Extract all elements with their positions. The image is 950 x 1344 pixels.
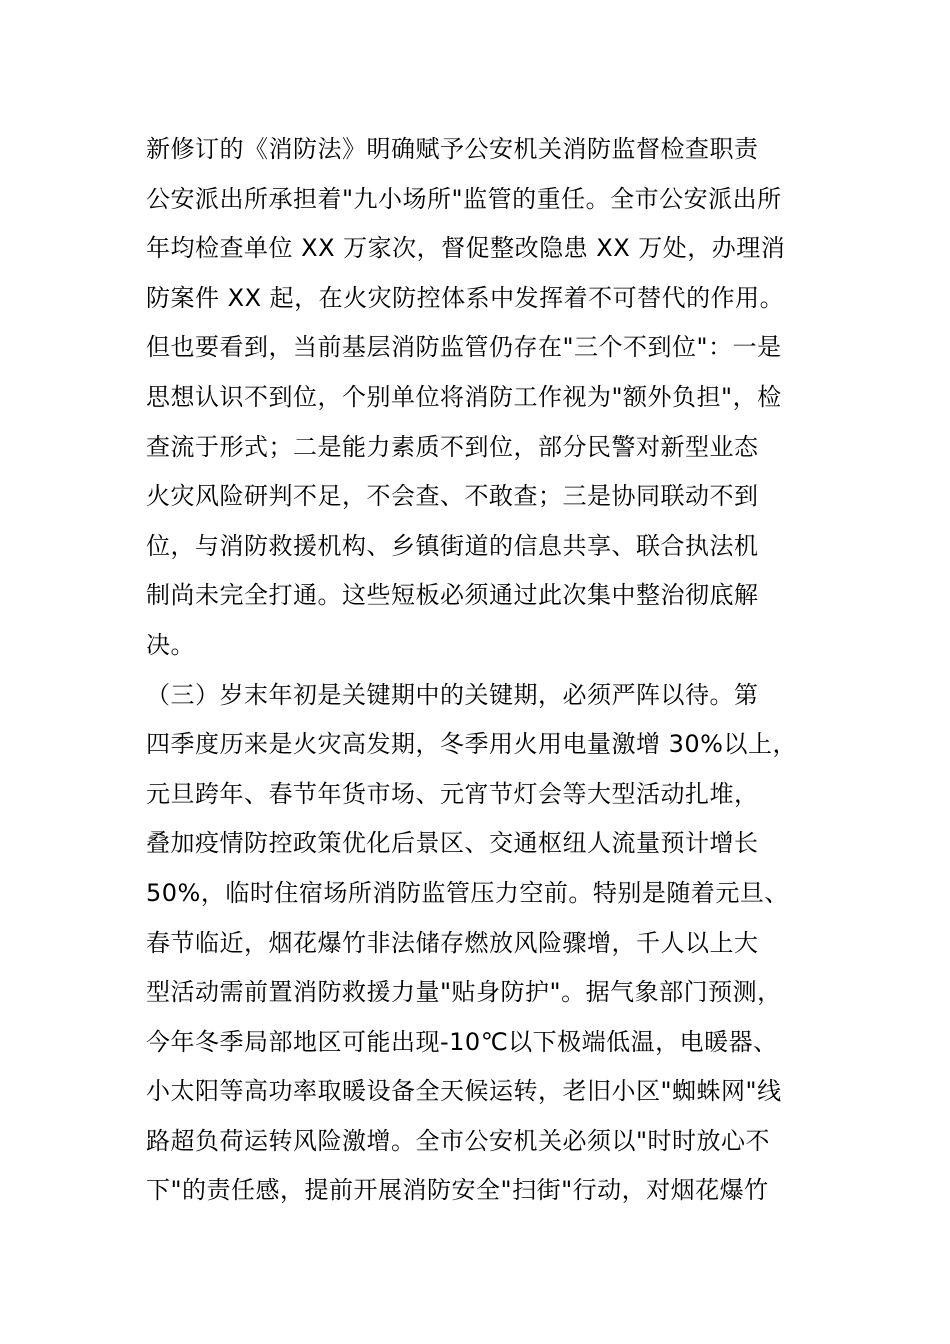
text-line: 今年冬季局部地区可能出现-10℃以下极端低温，电暖器、 (146, 1027, 778, 1056)
text-line: 查流于形式；二是能力素质不到位，部分民警对新型业态 (146, 432, 759, 461)
text-line: 公安派出所承担着"九小场所"监管的重任。全市公安派出所 (146, 184, 782, 213)
text-line: 下"的责任感，提前开展消防安全"扫街"行动，对烟花爆竹 (146, 1176, 769, 1205)
section-heading-line: （三）岁末年初是关键期中的关键期，必须严阵以待。第 (146, 680, 759, 709)
text-line: 叠加疫情防控政策优化后景区、交通枢纽人流量预计增长 (146, 829, 759, 858)
text-line: 春节临近，烟花爆竹非法储存燃放风险骤增，千人以上大 (146, 928, 759, 957)
text-line: 火灾风险研判不足，不会查、不敢查；三是协同联动不到 (146, 482, 759, 511)
text-line: 小太阳等高功率取暖设备全天候运转，老旧小区"蜘蛛网"线 (146, 1077, 782, 1106)
body-text (146, 125, 846, 1216)
text-line: 元旦跨年、春节年货市场、元宵节灯会等大型活动扎堆， (146, 779, 759, 808)
text-line: 思想认识不到位，个别单位将消防工作视为"额外负担"，检 (146, 382, 782, 411)
text-line: 但也要看到，当前基层消防监管仍存在"三个不到位"：一是 (146, 333, 782, 362)
text-line: 四季度历来是火灾高发期，冬季用火用电量激增 30%以上， (146, 730, 797, 759)
text-line: 型活动需前置消防救援力量"贴身防护"。据气象部门预测， (146, 978, 782, 1007)
text-line: 决。 (146, 630, 195, 659)
text-line: 年均检查单位 XX 万家次，督促整改隐患 XX 万处，办理消 (146, 234, 786, 263)
text-line: 防案件 XX 起，在火灾防控体系中发挥着不可替代的作用。 (146, 283, 785, 312)
text-line: 制尚未完全打通。这些短板必须通过此次集中整治彻底解 (146, 581, 759, 610)
text-line: 位，与消防救援机构、乡镇街道的信息共享、联合执法机 (146, 531, 759, 560)
text-line: 50%，临时住宿场所消防监管压力空前。特别是随着元旦、 (146, 878, 789, 907)
text-line: 新修订的《消防法》明确赋予公安机关消防监督检查职责 (146, 135, 759, 163)
text-line: 路超负荷运转风险激增。全市公安机关必须以"时时放心不 (146, 1126, 771, 1155)
